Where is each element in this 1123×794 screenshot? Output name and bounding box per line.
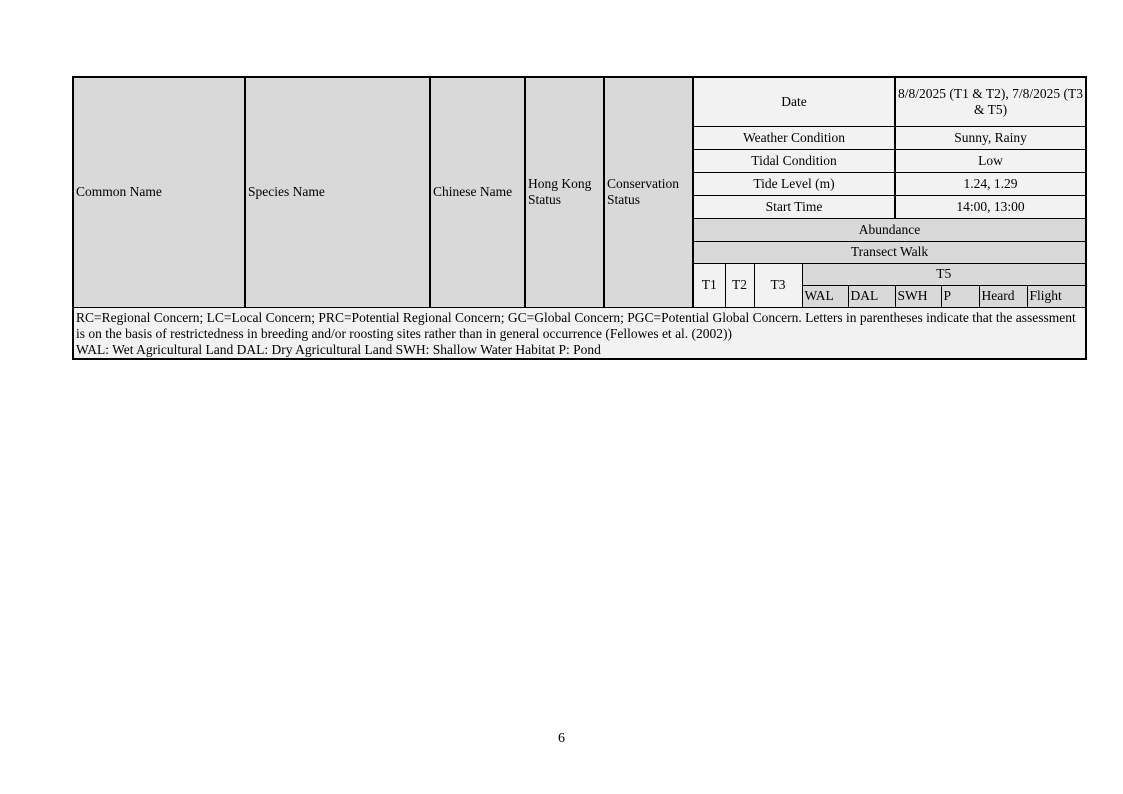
header-hong-kong-status: Hong Kong Status [525, 77, 604, 307]
transect-t2-header: T2 [725, 263, 754, 307]
t5-p-header: P [941, 285, 979, 307]
start-time-value: 14:00, 13:00 [895, 195, 1086, 218]
bird-survey-table [72, 76, 1087, 360]
start-time-label: Start Time [693, 195, 895, 218]
transect-walk-header: Transect Walk [693, 241, 1086, 263]
transect-t3-header: T3 [754, 263, 802, 307]
date-value: 8/8/2025 (T1 & T2), 7/8/2025 (T3 & T5) [895, 77, 1086, 126]
header-species-name: Species Name [245, 77, 430, 307]
header-conservation-status: Conservation Status [604, 77, 693, 307]
notes-habitat-codes: WAL: Wet Agricultural Land DAL: Dry Agricultural Land SWH: Shallow Water Habitat P: Pond [76, 341, 601, 357]
date-label: Date [693, 77, 895, 126]
t5-dal-header: DAL [848, 285, 895, 307]
weather-condition-value: Sunny, Rainy [895, 126, 1086, 149]
transect-t5-header: T5 [802, 263, 1086, 285]
table-notes [73, 307, 1086, 359]
header-common-name: Common Name [73, 77, 245, 307]
t5-swh-header: SWH [895, 285, 941, 307]
t5-wal-header: WAL [802, 285, 848, 307]
page-number: 6 [558, 731, 565, 746]
notes-abbreviations: RC=Regional Concern; LC=Local Concern; PRC=Potential Regional Concern; GC=Global Concern; PGC=Potential Global Concern. Letters in parentheses indicate that the assessment is on the basis of restrictedness in breeding and/or roosting sites rather than in general occurrence (Fellowes et al. (2002)) [76, 309, 1076, 341]
t5-heard-header: Heard [979, 285, 1027, 307]
tide-level-label: Tide Level (m) [693, 172, 895, 195]
tidal-condition-value: Low [895, 149, 1086, 172]
weather-condition-label: Weather Condition [693, 126, 895, 149]
tidal-condition-label: Tidal Condition [693, 149, 895, 172]
transect-t1-header: T1 [693, 263, 725, 307]
header-chinese-name: Chinese Name [430, 77, 525, 307]
abundance-header: Abundance [693, 218, 1086, 241]
tide-level-value: 1.24, 1.29 [895, 172, 1086, 195]
t5-flight-header: Flight [1027, 285, 1086, 307]
